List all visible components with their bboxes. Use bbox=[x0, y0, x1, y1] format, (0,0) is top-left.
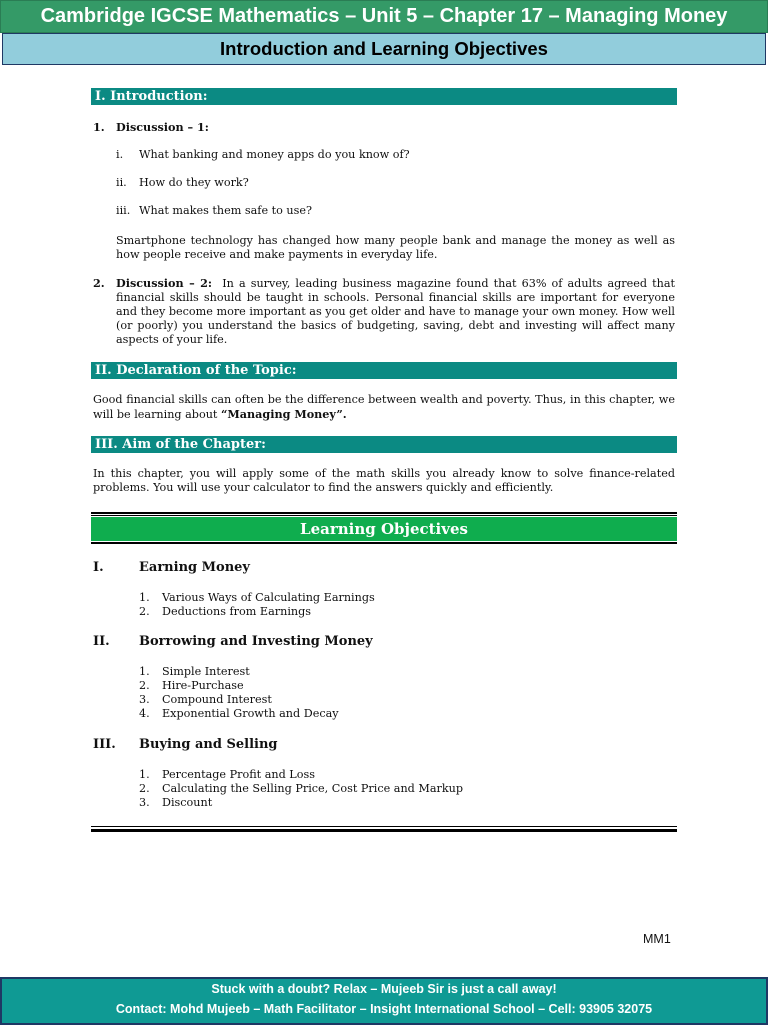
objective-item-number: 2. bbox=[139, 782, 150, 795]
objective-item-number: 2. bbox=[139, 679, 150, 692]
objective-item: Calculating the Selling Price, Cost Price and Markup bbox=[162, 782, 463, 795]
objective-section-3-title: Buying and Selling bbox=[139, 737, 278, 752]
objective-section-2-number: II. bbox=[93, 634, 110, 649]
question-3-number: iii. bbox=[116, 204, 131, 217]
footer-tagline: Stuck with a doubt? Relax – Mujeeb Sir is just a call away! bbox=[211, 982, 557, 996]
objective-section-1-number: I. bbox=[93, 560, 104, 575]
discussion-1-label: Discussion – 1: bbox=[116, 120, 209, 134]
objectives-bottom-rule-thin bbox=[91, 826, 677, 827]
document-title: Cambridge IGCSE Mathematics – Unit 5 – Chapter 17 – Managing Money bbox=[0, 0, 768, 33]
introduction-heading: I. Introduction: bbox=[91, 88, 677, 105]
objective-item-number: 1. bbox=[139, 591, 150, 604]
question-1-number: i. bbox=[116, 148, 124, 161]
objective-section-1-title: Earning Money bbox=[139, 560, 250, 575]
question-2-number: ii. bbox=[116, 176, 127, 189]
declaration-text: Good financial skills can often be the difference between wealth and poverty. Thus, in this chapter, we will be learning about bbox=[93, 393, 675, 421]
discussion-2-text: In a survey, leading business magazine found that 63% of adults agreed that financial skills should be taught in schools. Personal financial skills are important for everyone and they become more important as you get older and have to manage your own money. How well (or poorly) you understand the basics of budgeting, saving, debt and investing will affect many aspects of your life. bbox=[116, 277, 676, 346]
objective-item-number: 1. bbox=[139, 768, 150, 781]
declaration-paragraph bbox=[93, 393, 675, 422]
objective-item: Compound Interest bbox=[162, 693, 272, 706]
objective-section-3-number: III. bbox=[93, 737, 116, 752]
footer-banner bbox=[0, 977, 768, 1025]
page-number: MM1 bbox=[643, 932, 671, 946]
discussion-2-number: 2. bbox=[93, 276, 105, 290]
declaration-emphasis: “Managing Money”. bbox=[220, 407, 347, 421]
objective-section-2-title: Borrowing and Investing Money bbox=[139, 634, 373, 649]
objectives-top-rule bbox=[91, 512, 677, 514]
document-subtitle: Introduction and Learning Objectives bbox=[2, 33, 766, 65]
aim-paragraph: In this chapter, you will apply some of the math skills you already know to solve finance-related problems. You will use your calculator to find the answers quickly and efficiently. bbox=[93, 467, 675, 494]
declaration-heading: II. Declaration of the Topic: bbox=[91, 362, 677, 379]
objectives-heading: Learning Objectives bbox=[91, 517, 677, 541]
objective-item-number: 4. bbox=[139, 707, 150, 720]
objective-item: Deductions from Earnings bbox=[162, 605, 311, 618]
objective-item: Simple Interest bbox=[162, 665, 250, 678]
objective-item: Hire-Purchase bbox=[162, 679, 244, 692]
objectives-bottom-rule bbox=[91, 829, 677, 832]
objective-item-number: 3. bbox=[139, 796, 150, 809]
question-2-text: How do they work? bbox=[139, 176, 249, 189]
question-3-text: What makes them safe to use? bbox=[139, 204, 312, 217]
objective-item: Discount bbox=[162, 796, 213, 809]
aim-heading: III. Aim of the Chapter: bbox=[91, 436, 677, 453]
objective-item: Exponential Growth and Decay bbox=[162, 707, 339, 720]
objective-item: Various Ways of Calculating Earnings bbox=[162, 591, 375, 604]
discussion-1-paragraph: Smartphone technology has changed how many people bank and manage the money as well as how people receive and make payments in everyday life. bbox=[116, 234, 675, 261]
objective-item-number: 3. bbox=[139, 693, 150, 706]
footer-contact: Contact: Mohd Mujeeb – Math Facilitator – Insight International School – Cell: 93905 32075 bbox=[115, 1002, 653, 1016]
discussion-2-paragraph bbox=[116, 276, 675, 347]
objective-item: Percentage Profit and Loss bbox=[162, 768, 315, 781]
objectives-heading-rule bbox=[91, 542, 677, 544]
discussion-2-label: Discussion – 2: bbox=[116, 276, 213, 290]
discussion-1-number: 1. bbox=[93, 120, 105, 134]
objectives-top-rule-thin bbox=[91, 515, 677, 516]
objective-item-number: 1. bbox=[139, 665, 150, 678]
question-1-text: What banking and money apps do you know of? bbox=[139, 148, 410, 161]
objective-item-number: 2. bbox=[139, 605, 150, 618]
